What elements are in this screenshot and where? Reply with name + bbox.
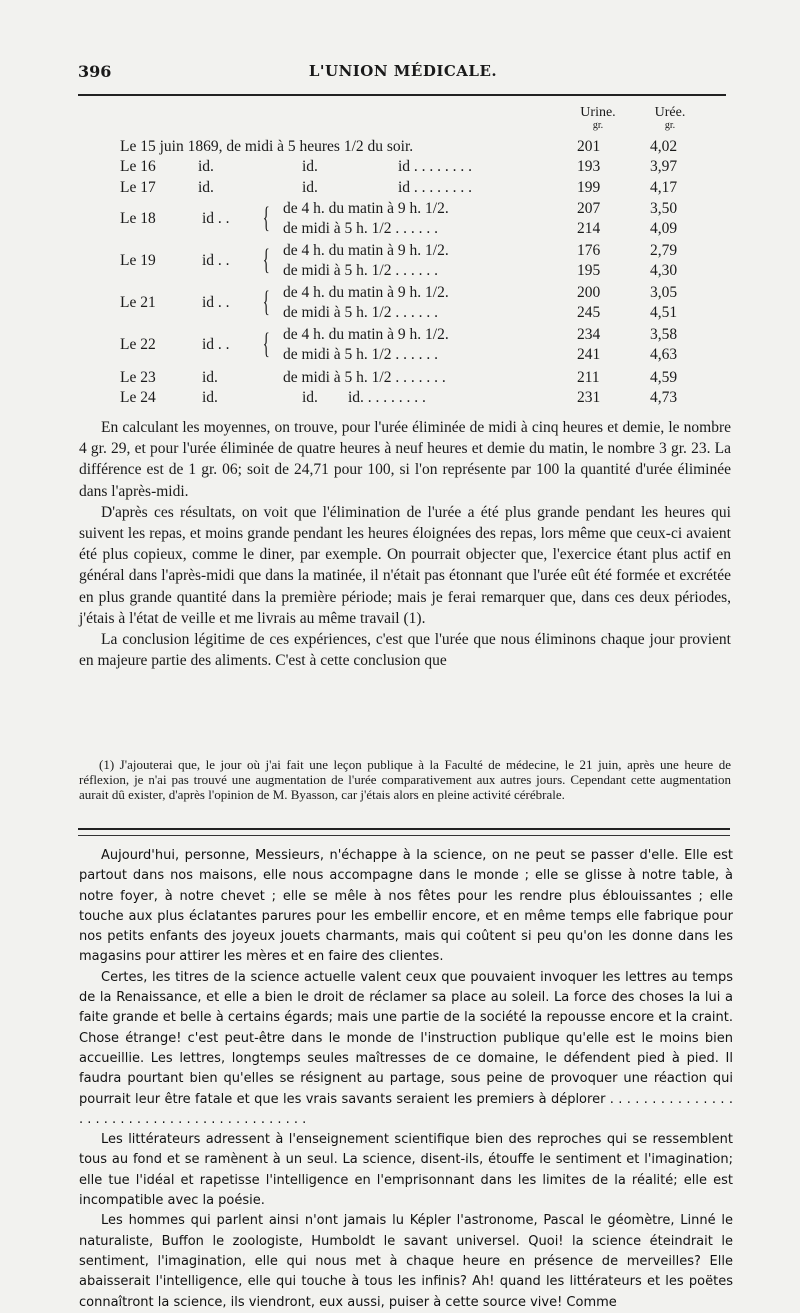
col-urine-label: Urine.	[580, 105, 616, 120]
row-period: de 4 h. du matin à 9 h. 1/2.	[283, 200, 449, 217]
urine-value: 211	[577, 369, 600, 386]
urine-value: 245	[577, 304, 601, 321]
row-id: id.	[198, 158, 214, 175]
urine-value: 201	[577, 138, 601, 155]
table-row-pair	[80, 284, 730, 326]
col-urine-unit: gr.	[592, 119, 604, 131]
uree-value: 2,79	[650, 242, 678, 259]
col-uree-label: Urée.	[654, 105, 686, 120]
row-day: Le 16	[120, 158, 156, 175]
table-row-pair	[80, 200, 730, 242]
urine-value: 200	[577, 284, 601, 301]
uree-value: 3,50	[650, 200, 678, 217]
row-period: de midi à 5 h. 1/2 . . . . . .	[283, 262, 438, 279]
urine-value: 195	[577, 262, 601, 279]
row-period: id. . . . . . . . .	[348, 389, 426, 406]
footnote-text: (1) J'ajouterai que, le jour où j'ai fait une leçon publique à la Faculté de médecine, le 21 juin, après une heure de réflexion, je n'ai pas trouvé une augmentation de l'urée comparativement aux autres jours. Cependant cette augmentation aurait dû exister, d'après l'opinion de M. Byasson, car j'étais alors en pleine activité cérébrale.	[79, 757, 731, 803]
paragraph: D'après ces résultats, on voit que l'élimination de l'urée a été plus grande pendant les heures qui suivent les repas, et moins grande pendant les heures éloignées des repas, lors même que ceux-ci avaient été plus copieux, comme le diner, par exemple. On pourrait objecter que, l'exercice étant plus actif en général dans l'après-midi que dans la matinée, il n'était pas étonnant que l'urée eût été formée et excrétée en plus grande quantité dans la première période; mais je ferai remarquer que, dans ces deux périodes, j'étais à l'état de veille et me livrais au même travail (1).	[79, 503, 731, 627]
row-period: de midi à 5 h. 1/2 . . . . . .	[283, 346, 438, 363]
row-day: Le 22	[120, 336, 156, 353]
row-id: id.	[198, 179, 214, 196]
urine-value: 176	[577, 242, 601, 259]
main-text	[79, 417, 731, 671]
urine-value: 214	[577, 220, 601, 237]
row-id: id.	[302, 158, 318, 175]
row-period: de midi à 5 h. 1/2 . . . . . .	[283, 304, 438, 321]
header-rule	[78, 94, 726, 96]
urine-value: 199	[577, 179, 601, 196]
urine-value: 241	[577, 346, 601, 363]
uree-value: 4,51	[650, 304, 678, 321]
row-label: Le 15 juin 1869, de midi à 5 heures 1/2 du soir.	[120, 138, 414, 155]
urine-value: 193	[577, 158, 601, 175]
row-day: Le 23	[120, 369, 156, 386]
table-row-pair	[80, 326, 730, 368]
paragraph: Les hommes qui parlent ainsi n'ont jamais lu Képler l'astronome, Pascal le géomètre, Linné le naturaliste, Buffon le zoologiste, Humboldt le savant universel. Quoi! la science éteindrait le sentiment, l'imagination, elle qui nous met à chaque heure en présence de merveilles? Elle abaisserait l'intelligence, elle qui touche à tous les infinis? Ah! quand les littérateurs et les poëtes connaîtront la science, ils viendront, eux aussi, puiser à cette source vive! Comme	[79, 1213, 733, 1310]
uree-value: 4,02	[650, 138, 678, 155]
uree-value: 4,30	[650, 262, 678, 279]
paragraph: La conclusion légitime de ces expériences, c'est que l'urée que nous éliminons chaque jour provient en majeure partie des aliments. C'est à cette conclusion que	[79, 631, 731, 670]
running-title: L'UNION MÉDICALE.	[308, 62, 498, 80]
feuilleton-separator	[78, 828, 730, 836]
paragraph: Certes, les titres de la science actuelle valent ceux que pouvaient invoquer les lettres au temps de la Renaissance, et elle a bien le droit de réclamer sa place au soleil. La force des choses la lui a faite grande et belle à certains égards; mais une partie de la société la repousse encore et la craint. Chose étrange! c'est peut-être dans le monde de l'instruction publique qu'elle est le moins bien accueillie. Les lettres, longtemps seules maîtresses de ce domaine, le défendent pied à pied. Il faudra pourtant bien qu'elles se résignent au partage, sous peine de provoquer une réaction qui pourrait leur être fatale et que les vrais savants seraient les premiers à déplorer . . . . . . . . . . . . . . . . . . . . . . . . . . . . . . . . . . . . . . . . . . .	[79, 969, 733, 1127]
row-id: id . .	[202, 294, 230, 311]
footnote	[79, 757, 731, 803]
uree-value: 3,58	[650, 326, 678, 343]
row-id: id.	[302, 179, 318, 196]
page-number: 396	[78, 62, 112, 81]
col-header-urine	[573, 106, 623, 131]
paragraph: Les littérateurs adressent à l'enseignement scientifique bien des reproches qui se ressemblent tous au fond et se ramènent à un seul. La science, disent-ils, étouffe le sentiment et l'imagination; elle tue l'idéal et rapetisse l'intelligence en l'emprisonnant dans les limites de la réalité; elle est incompatible avec la poésie.	[79, 1132, 733, 1209]
row-period: de 4 h. du matin à 9 h. 1/2.	[283, 242, 449, 259]
row-day: Le 19	[120, 252, 156, 269]
row-id: id . .	[202, 336, 230, 353]
row-id: id . .	[202, 252, 230, 269]
urine-value: 231	[577, 389, 601, 406]
row-day: Le 17	[120, 179, 156, 196]
urine-value: 234	[577, 326, 601, 343]
page-header	[78, 62, 728, 88]
row-period: de midi à 5 h. 1/2 . . . . . .	[283, 220, 438, 237]
row-id: id.	[302, 389, 318, 406]
table-row-pair	[80, 242, 730, 284]
row-period: de 4 h. du matin à 9 h. 1/2.	[283, 284, 449, 301]
row-id: id.	[202, 389, 218, 406]
uree-value: 3,97	[650, 158, 678, 175]
row-period: id . . . . . . . .	[398, 179, 473, 196]
row-period: id . . . . . . . .	[398, 158, 473, 175]
brace: {	[262, 285, 270, 318]
row-day: Le 21	[120, 294, 156, 311]
brace: {	[262, 327, 270, 360]
col-header-uree	[645, 106, 695, 131]
brace: {	[262, 201, 270, 234]
uree-value: 4,09	[650, 220, 678, 237]
col-uree-unit: gr.	[664, 119, 676, 131]
row-id: id.	[202, 369, 218, 386]
uree-value: 4,17	[650, 179, 678, 196]
urine-value: 207	[577, 200, 601, 217]
uree-value: 4,73	[650, 389, 678, 406]
row-id: id . .	[202, 210, 230, 227]
row-day: Le 18	[120, 210, 156, 227]
paragraph: Aujourd'hui, personne, Messieurs, n'échappe à la science, on ne peut se passer d'elle. Elle est partout dans nos maisons, elle nous accompagne dans le monde ; elle se glisse à notre table, à notre foyer, à notre chevet ; elle se mêle à nos fêtes pour les rendre plus éblouissantes ; elle touche aux plus éclatantes parures pour les embellir encore, et en même temps elle fabrique pour nos petits enfants des joyeux jouets charmants, mais qui coûtent si peu qu'on les donne dans les magasins pour attirer les mères et en faire des clientes.	[79, 848, 733, 965]
feuilleton	[79, 846, 733, 1313]
uree-value: 4,63	[650, 346, 678, 363]
brace: {	[262, 243, 270, 276]
row-day: Le 24	[120, 389, 156, 406]
uree-value: 4,59	[650, 369, 678, 386]
paragraph: En calculant les moyennes, on trouve, pour l'urée éliminée de midi à cinq heures et demie, le nombre 4 gr. 29, et pour l'urée éliminée de quatre heures à neuf heures et demie du matin, le nombre 3 gr. 23. La différence est de 1 gr. 06; soit de 24,71 pour 100, si l'on représente par 100 la quantité d'urée éliminée dans l'après-midi.	[79, 419, 731, 500]
row-period: de midi à 5 h. 1/2 . . . . . . .	[283, 369, 446, 386]
row-period: de 4 h. du matin à 9 h. 1/2.	[283, 326, 449, 343]
uree-value: 3,05	[650, 284, 678, 301]
